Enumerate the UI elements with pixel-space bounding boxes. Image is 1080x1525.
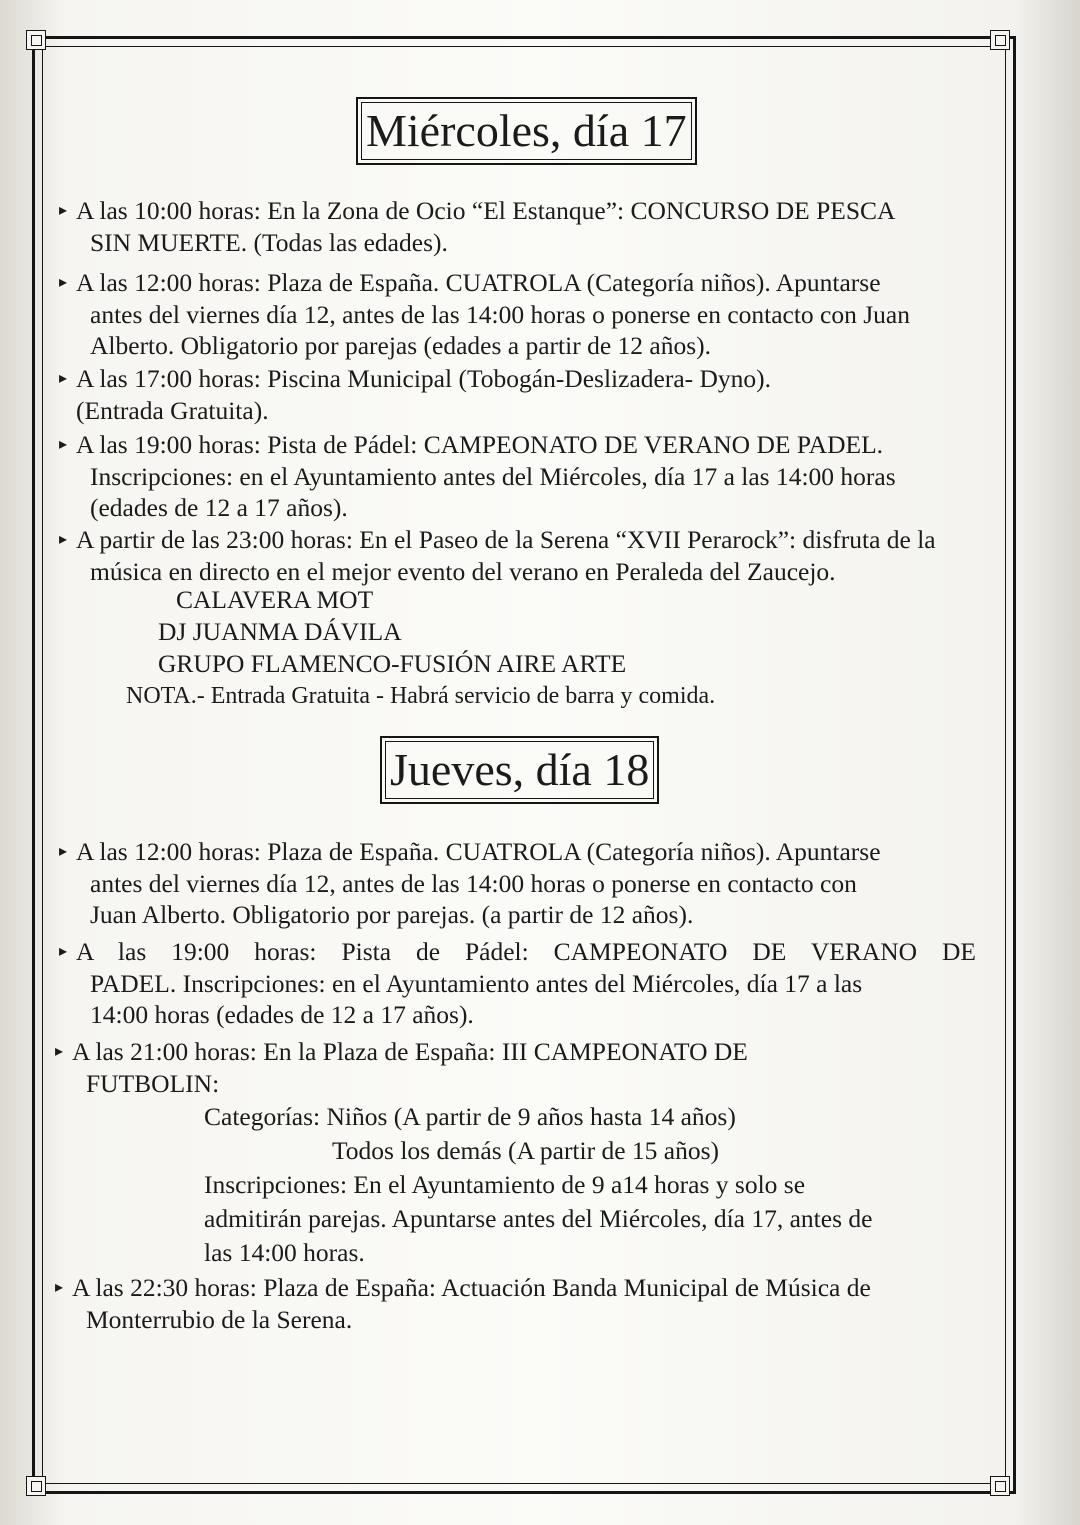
corner-ornament-top-right	[990, 30, 1010, 50]
event-line: A las 12:00 horas: Plaza de España. CUATROLA (Categoría niños). Apuntarse	[76, 268, 881, 297]
event-line: música en directo en el mejor evento del verano en Peraleda del Zaucejo.	[90, 556, 836, 586]
event-line: (edades de 12 a 17 años).	[90, 493, 348, 522]
event-entry	[55, 1036, 748, 1099]
category-line: admitirán parejas. Apuntarse antes del Miércoles, día 17, antes de	[204, 1204, 873, 1233]
event-entry	[59, 429, 896, 524]
event-entry	[59, 195, 896, 258]
event-line: A las 21:00 horas: En la Plaza de España: III CAMPEONATO DE	[72, 1037, 748, 1066]
note-text: NOTA.- Entrada Gratuita - Habrá servicio de barra y comida.	[126, 683, 716, 709]
event-entry	[59, 836, 881, 931]
artist-name: DJ JUANMA DÁVILA	[158, 617, 402, 646]
categories-block	[204, 1100, 872, 1270]
corner-ornament-bottom-left	[26, 1476, 46, 1496]
artist-name: CALAVERA MOT	[176, 585, 374, 614]
bullet-icon: ▸	[59, 436, 68, 453]
artist-name: GRUPO FLAMENCO-FUSIÓN AIRE ARTE	[158, 649, 627, 678]
event-line: PADEL. Inscripciones: en el Ayuntamiento antes del Miércoles, día 17 a las	[90, 968, 863, 998]
event-entry	[59, 936, 976, 1031]
event-line: A las 19:00 horas: Pista de Pádel: CAMPEONATO DE VERANO DE PADEL.	[76, 430, 884, 459]
category-line: las 14:00 horas.	[204, 1238, 365, 1267]
event-line: A las 10:00 horas: En la Zona de Ocio “El Estanque”: CONCURSO DE PESCA	[76, 196, 896, 225]
bullet-icon: ▸	[59, 531, 68, 548]
event-line: A las 12:00 horas: Plaza de España. CUATROLA (Categoría niños). Apuntarse	[76, 837, 881, 866]
event-line: Inscripciones: en el Ayuntamiento antes del Miércoles, día 17 a las 14:00 horas	[90, 461, 896, 491]
bullet-icon: ▸	[55, 1043, 64, 1060]
event-line: A las 19:00 horas: Pista de Pádel: CAMPEONATO DE VERANO DE	[76, 937, 976, 966]
event-line: SIN MUERTE. (Todas las edades).	[90, 227, 448, 257]
event-line: Monterrubio de la Serena.	[86, 1304, 353, 1334]
event-entry	[59, 524, 936, 587]
day-heading-text: Miércoles, día 17	[361, 102, 692, 160]
event-line: antes del viernes día 12, antes de las 14:00 horas o ponerse en contacto con	[90, 868, 857, 898]
event-entry	[59, 267, 910, 362]
bullet-icon: ▸	[59, 202, 68, 219]
day-heading-wednesday	[356, 97, 697, 165]
event-line: 14:00 horas (edades de 12 a 17 años).	[90, 1000, 474, 1029]
event-entry	[55, 1272, 871, 1335]
corner-ornament-top-left	[26, 30, 46, 50]
event-line: FUTBOLIN:	[86, 1068, 220, 1098]
event-line: antes del viernes día 12, antes de las 14:00 horas o ponerse en contacto con Juan	[90, 299, 910, 329]
event-entry	[59, 363, 772, 426]
bullet-icon: ▸	[59, 943, 68, 960]
category-line: Todos los demás (A partir de 15 años)	[332, 1136, 720, 1165]
event-line: Alberto. Obligatorio por parejas (edades a partir de 12 años).	[90, 331, 711, 360]
category-line: Inscripciones: En el Ayuntamiento de 9 a14 horas y solo se	[204, 1170, 806, 1199]
bullet-icon: ▸	[59, 843, 68, 860]
category-line: Categorías: Niños (A partir de 9 años hasta 14 años)	[204, 1102, 736, 1131]
bullet-icon: ▸	[55, 1279, 64, 1296]
corner-ornament-bottom-right	[990, 1476, 1010, 1496]
event-line: (Entrada Gratuita).	[76, 395, 269, 425]
event-line: A las 17:00 horas: Piscina Municipal (Tobogán-Deslizadera- Dyno).	[76, 364, 772, 393]
event-line: A las 22:30 horas: Plaza de España: Actuación Banda Municipal de Música de	[72, 1273, 871, 1302]
bullet-icon: ▸	[59, 274, 68, 291]
bullet-icon: ▸	[59, 370, 68, 387]
event-line: Juan Alberto. Obligatorio por parejas. (a partir de 12 años).	[90, 900, 694, 929]
day-heading-text: Jueves, día 18	[385, 741, 654, 799]
event-line: A partir de las 23:00 horas: En el Paseo de la Serena “XVII Perarock”: disfruta de la	[76, 525, 936, 554]
day-heading-thursday	[380, 736, 659, 804]
